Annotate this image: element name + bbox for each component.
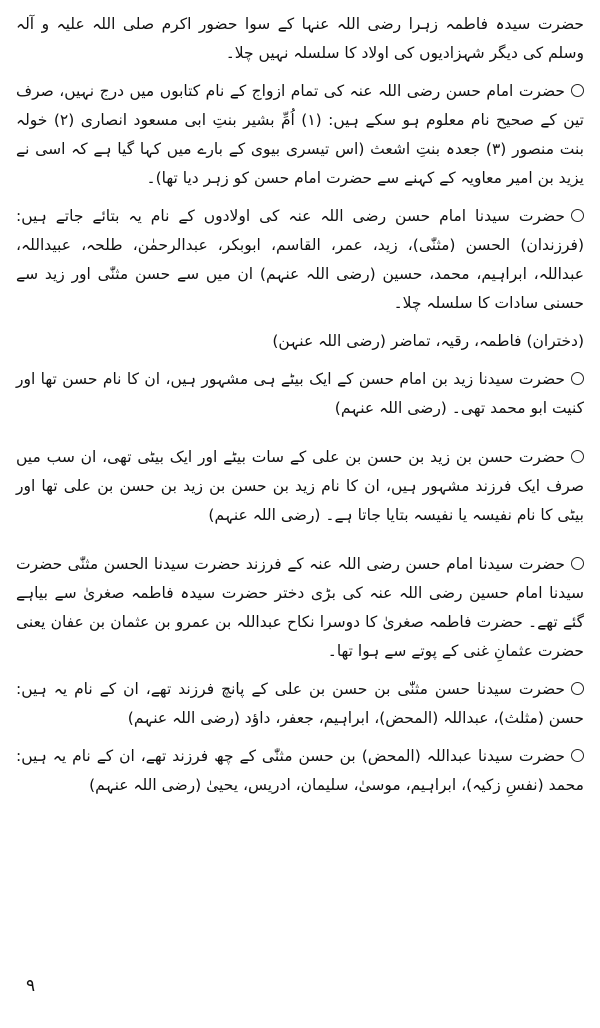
paragraph	[16, 202, 584, 318]
paragraph	[16, 550, 584, 666]
paragraph-text: حضرت سیدنا عبداللہ (المحض) بن حسن مثنّٰی کے چھ فرزند تھے، ان کے نام یہ ہیں: محمد (نفسِ زکیہ)، ابراہیم، موسیٰ، سلیمان، ادریس، یحییٰ (رضی اللہ عنہم)	[16, 747, 584, 794]
page-number: ۹	[26, 976, 36, 996]
paragraph-text: حضرت سیدنا زید بن امام حسن کے ایک بیٹے ہی مشہور ہیں، ان کا نام حسن تھا اور کنیت ابو محمد تھی۔ (رضی اللہ عنہم)	[16, 370, 584, 417]
paragraph	[16, 443, 584, 530]
paragraph-text: حضرت حسن بن زید بن حسن بن علی کے سات بیٹے اور ایک بیٹی تھی، ان سب میں صرف ایک فرزند مشہور ہیں، ان کا نام زید بن حسن بن زید بن حسن بن علی تھا اور بیٹی کا نام نفیسہ یا نفیسہ بتایا جاتا ہے۔ (رضی اللہ عنہم)	[16, 448, 584, 524]
paragraph-text: حضرت امام حسن رضی اللہ عنہ کی تمام ازواج کے نام کتابوں میں درج نہیں، صرف تین کے صحیح نام معلوم ہو سکے ہیں: (۱) اُمِّ بشیر بنتِ ابی مسعود انصاری (۲) خولہ بنت منصور (۳) جعدہ بنتِ اشعث (اس تیسری بیوی کے بارے میں کہا گیا ہے کہ اسی نے یزید بن امیر معاویہ کے کہنے سے حضرت امام حسن کو زہر دیا تھا)۔	[16, 82, 584, 187]
paragraph	[16, 327, 584, 356]
circle-bullet-icon	[571, 209, 584, 222]
paragraph	[16, 10, 584, 68]
paragraph-text: حضرت سیدنا امام حسن رضی اللہ عنہ کے فرزند حضرت سیدنا الحسن مثنّٰی حضرت سیدنا امام حسین رضی اللہ عنہ کی بڑی دختر حضرت سیدہ فاطمہ صغریٰ سے بیاہے گئے تھے۔ حضرت فاطمہ صغریٰ کا دوسرا نکاح عبداللہ بن عمرو بن عثمان بن عفان یعنی حضرت عثمانِ غنی کے پوتے سے ہوا تھا۔	[16, 555, 584, 660]
circle-bullet-icon	[571, 84, 584, 97]
paragraph	[16, 77, 584, 193]
paragraph	[16, 742, 584, 800]
circle-bullet-icon	[571, 682, 584, 695]
paragraph-text: (دختران) فاطمہ، رقیہ، تماضر (رضی اللہ عنہن)	[272, 332, 584, 350]
circle-bullet-icon	[571, 557, 584, 570]
paragraph-text: حضرت سیدنا امام حسن رضی اللہ عنہ کی اولادوں کے نام یہ بتائے جاتے ہیں: (فرزندان) الحسن (مثنّٰی)، زید، عمر، القاسم، ابوبکر، عبدالرحمٰن، طلحہ، عبیداللہ، عبداللہ، ابراہیم، محمد، حسین (رضی اللہ عنہم) ان میں سے حسن مثنّٰی اور زید سے حسنی سادات کا سلسلہ چلا۔	[16, 207, 584, 312]
paragraph	[16, 365, 584, 423]
paragraph-text: حضرت سیدنا حسن مثنّٰی بن حسن بن علی کے پانچ فرزند تھے، ان کے نام یہ ہیں: حسن (مثلث)، عبداللہ (المحض)، ابراہیم، جعفر، داؤد (رضی اللہ عنہم)	[16, 680, 584, 727]
paragraph	[16, 675, 584, 733]
paragraph-text: حضرت سیدہ فاطمہ زہرا رضی اللہ عنہا کے سوا حضور اکرم صلی اللہ علیہ و آلہ وسلم کی دیگر شہزادیوں کی اولاد کا سلسلہ نہیں چلا۔	[16, 15, 584, 62]
circle-bullet-icon	[571, 749, 584, 762]
circle-bullet-icon	[571, 372, 584, 385]
circle-bullet-icon	[571, 450, 584, 463]
paragraph-list	[16, 10, 584, 800]
